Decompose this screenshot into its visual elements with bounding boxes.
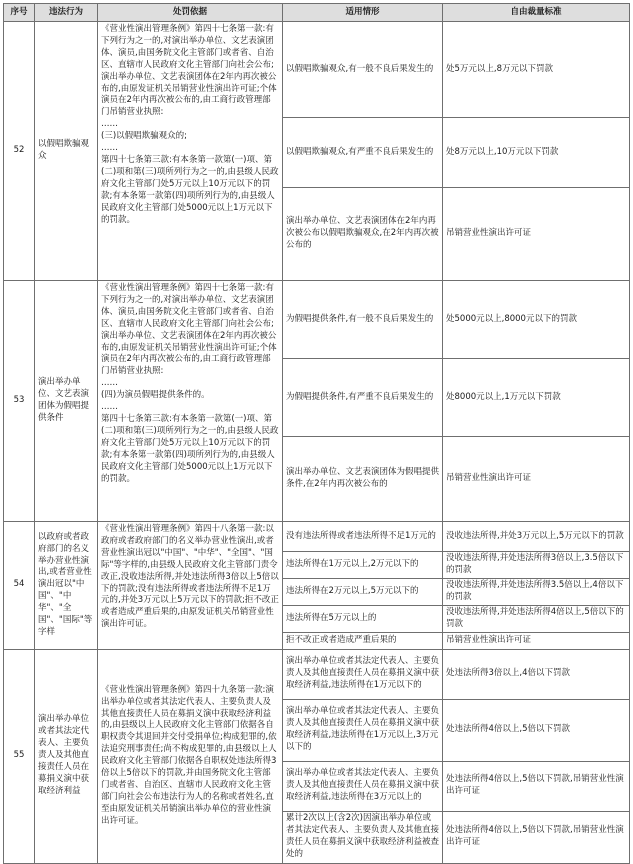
col-header-basis: 处罚依据 — [98, 4, 283, 22]
applicable-situation: 违法所得在2万元以上,5万元以下的 — [283, 578, 443, 605]
discretion-standard: 没收违法所得,并处违法所得4倍以上,5倍以下的罚款 — [443, 605, 630, 632]
row-number: 55 — [4, 649, 35, 863]
discretion-standard: 吊销营业性演出许可证 — [443, 632, 630, 649]
row-number: 52 — [4, 22, 35, 281]
basis-paragraph: 《营业性演出管理条例》第四十九条第一款:演出举办单位或者其法定代表人、主要负责人及其他直接责任人员在募捐义演中获取经济利益的,由县级以上人民政府文化主管部门依据各自职权责令其退回并交付受捐单位;构成犯罪的,依法追究刑事责任;尚不构成犯罪的,由县级以上人民政府文化主管部门依据各自职权处违法所得3倍以上5倍以下的罚款,并由国务院文化主管部门或者省、自治区、直辖市人民政府文化主管部门向社会公布违法行为人的名称或者姓名,直至由原发证机关吊销演出举办单位的营业性演出许可证。 — [101, 684, 277, 826]
violation-act: 演出举办单位或者其法定代表人、主要负责人及其他直接责任人员在募捐义演中获取经济利益 — [35, 649, 98, 863]
applicable-situation: 违法所得在1万元以上,2万元以下的 — [283, 552, 443, 579]
applicable-situation: 演出举办单位、文艺表演团体在2年内再次被公布以假唱欺骗观众,在2年内再次被公布的 — [283, 188, 443, 281]
basis-ellipsis: …… — [101, 119, 118, 130]
col-header-standard: 自由裁量标准 — [443, 4, 630, 22]
discretion-standard: 没收违法所得,并处违法所得3.5倍以上,4倍以下的罚款 — [443, 578, 630, 605]
table-row — [4, 649, 630, 699]
discretion-standard: 吊销营业性演出许可证 — [443, 188, 630, 281]
applicable-situation: 演出举办单位、文艺表演团体为假唱提供条件,在2年内再次被公布的 — [283, 437, 443, 522]
applicable-situation: 为假唱提供条件,有严重不良后果发生的 — [283, 359, 443, 437]
basis-ellipsis: …… — [101, 143, 118, 154]
applicable-situation: 违法所得在5万元以上的 — [283, 605, 443, 632]
col-header-act: 违法行为 — [35, 4, 98, 22]
penalty-basis — [98, 22, 283, 281]
table-header-row — [4, 4, 630, 22]
basis-ellipsis: …… — [101, 378, 118, 389]
discretion-standard: 处5万元以上,8万元以下罚款 — [443, 22, 630, 118]
basis-paragraph: 《营业性演出管理条例》第四十八条第一款:以政府或者政府部门的名义举办营业性演出,或者营业性演出冠以"中国"、"中华"、"全国"、"国际"等字样的,由县级人民政府文化主管部门责令改正,没收违法所得,并处违法所得3倍以上5倍以下的罚款;没有违法所得或者违法所得不足1万元的,并处3万元以上5万元以下的罚款;拒不改正或者造成严重后果的,由原发证机关吊销营业性演出许可证。 — [101, 524, 279, 630]
table-row — [4, 522, 630, 552]
basis-paragraph: (三)以假唱欺骗观众的; — [101, 131, 187, 142]
applicable-situation: 演出举办单位或者其法定代表人、主要负责人及其他直接责任人员在募捐义演中获取经济利益,违法所得在1万元以上,3万元以下的 — [283, 699, 443, 761]
basis-paragraph: (四)为演员假唱提供条件的。 — [101, 390, 210, 401]
discretion-standard: 处违法所得4倍以上,5倍以下罚款 — [443, 699, 630, 761]
penalty-basis — [98, 281, 283, 522]
applicable-situation: 拒不改正或者造成严重后果的 — [283, 632, 443, 649]
basis-ellipsis: …… — [101, 402, 118, 413]
row-number: 54 — [4, 522, 35, 650]
col-header-no: 序号 — [4, 4, 35, 22]
basis-paragraph: 第四十七条第三款:有本条第一款第(一)项、第(二)项和第(三)项所列行为之一的,由县级人民政府文化主管部门处5万元以上10万元以下的罚款;有本条第一款第(四)项所列行为的,由县级人民政府文化主管部门处5000元以上1万元以下的罚款。 — [101, 413, 279, 484]
discretion-standard: 处5000元以上,8000元以下的罚款 — [443, 281, 630, 359]
discretion-standard: 处8000元以上,1万元以下罚款 — [443, 359, 630, 437]
row-number: 53 — [4, 281, 35, 522]
discretion-standard: 吊销营业性演出许可证 — [443, 437, 630, 522]
applicable-situation: 以假唱欺骗观众,有一般不良后果发生的 — [283, 22, 443, 118]
applicable-situation: 累计2次以上(含2次)因演出举办单位或者其法定代表人、主要负责人及其他直接责任人员在募捐义演中获取经济利益被查处的 — [283, 811, 443, 863]
discretion-standard: 处8万元以上,10万元以下罚款 — [443, 118, 630, 188]
table-row — [4, 281, 630, 359]
discretion-standard: 处违法所得4倍以上,5倍以下罚款,吊销营业性演出许可证 — [443, 811, 630, 863]
basis-paragraph: 第四十七条第三款:有本条第一款第(一)项、第(二)项和第(三)项所列行为之一的,由县级人民政府文化主管部门处5万元以上10万元以下的罚款;有本条第一款第(四)项所列行为的,由县级人民政府文化主管部门处5000元以上1万元以下的罚款。 — [101, 154, 279, 225]
col-header-situation: 适用情形 — [283, 4, 443, 22]
violation-act: 以政府或者政府部门的名义举办营业性演出,或者营业性演出冠以"中国"、"中华"、"全国"、"国际"等字样 — [35, 522, 98, 650]
basis-paragraph: 《营业性演出管理条例》第四十七条第一款:有下列行为之一的,对演出举办单位、文艺表演团体、演员,由国务院文化主管部门或者省、自治区、直辖市人民政府文化主管部门向社会公布;演出举办单位、文艺表演团体在2年内再次被公布的,由原发证机关吊销营业性演出许可证;个体演员在2年内再次被公布的,由工商行政管理部门吊销营业执照: — [101, 283, 277, 377]
basis-paragraph: 《营业性演出管理条例》第四十七条第一款:有下列行为之一的,对演出举办单位、文艺表演团体、演员,由国务院文化主管部门或者省、自治区、直辖市人民政府文化主管部门向社会公布;演出举办单位、文艺表演团体在2年内再次被公布的,由原发证机关吊销营业性演出许可证;个体演员在2年内再次被公布的,由工商行政管理部门吊销营业执照: — [101, 24, 277, 118]
discretion-standard: 没收违法所得,并处3万元以上,5万元以下的罚款 — [443, 522, 630, 552]
violation-act: 演出举办单位、文艺表演团体为假唱提供条件 — [35, 281, 98, 522]
violation-act: 以假唱欺骗观众 — [35, 22, 98, 281]
penalty-basis — [98, 649, 283, 863]
applicable-situation: 演出举办单位或者其法定代表人、主要负责人及其他直接责任人员在募捐义演中获取经济利益,违法所得在1万元以下的 — [283, 649, 443, 699]
penalty-basis — [98, 522, 283, 650]
applicable-situation: 以假唱欺骗观众,有严重不良后果发生的 — [283, 118, 443, 188]
discretion-standard: 没收违法所得,并处违法所得3倍以上,3.5倍以下的罚款 — [443, 552, 630, 579]
table-row — [4, 22, 630, 118]
applicable-situation: 没有违法所得或者违法所得不足1万元的 — [283, 522, 443, 552]
discretion-standard: 处违法所得4倍以上,5倍以下罚款,吊销营业性演出许可证 — [443, 761, 630, 811]
penalty-table — [3, 3, 630, 864]
discretion-standard: 处违法所得3倍以上,4倍以下罚款 — [443, 649, 630, 699]
applicable-situation: 演出举办单位或者其法定代表人、主要负责人及其他直接责任人员在募捐义演中获取经济利益,违法所得在3万元以上的 — [283, 761, 443, 811]
applicable-situation: 为假唱提供条件,有一般不良后果发生的 — [283, 281, 443, 359]
